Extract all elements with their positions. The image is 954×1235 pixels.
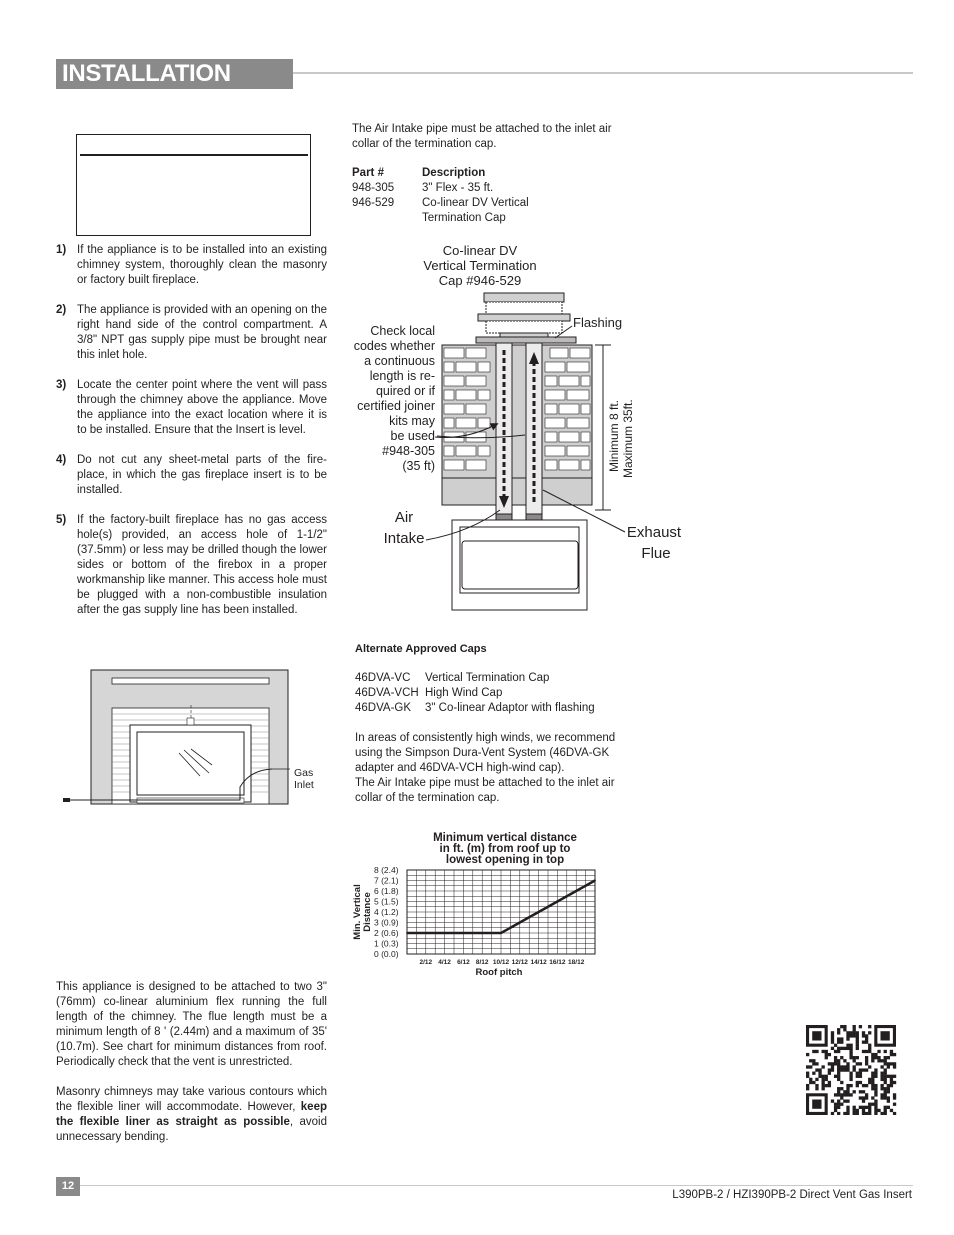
- cap-label-3: Cap #946-529: [438, 273, 522, 288]
- step-number: 3): [56, 379, 67, 391]
- x-tick-label: 14/12: [530, 959, 547, 966]
- cap-label-1: Co-linear DV: [442, 243, 518, 258]
- y-tick-label: 3 (0.9): [374, 917, 399, 928]
- parts-col-part: Part #: [352, 167, 384, 179]
- step-2: [56, 303, 327, 363]
- x-tick-label: 8/12: [475, 959, 489, 966]
- data-point: [500, 932, 502, 934]
- masonry-paragraph: [56, 1085, 327, 1145]
- cap-code: 46DVA-VCH: [355, 687, 419, 699]
- step-number: 2): [56, 304, 67, 316]
- step-text: If the factory-built fireplace has no gas access hole(s) provided, an access hole of 1-1/2" (37.5mm) or less may be drilled though the lower sides or bottom of the firebox in a proper workmanship like manner. This access hole must be plugged with a non-combustible insulation after the gas supply line has been installed.: [77, 514, 327, 616]
- cap-code: 46DVA-GK: [355, 702, 412, 714]
- check-codes-line: kits may: [389, 414, 435, 428]
- vent-diagram: [340, 240, 700, 620]
- data-point: [557, 901, 559, 903]
- air-intake-note: The Air Intake pipe must be attached to the inlet air collar of the termination cap.: [352, 123, 612, 150]
- y-tick-label: 2 (0.6): [374, 928, 399, 938]
- check-codes-line: quired or if: [375, 384, 435, 398]
- cap-description: Vertical Termination Cap: [425, 672, 550, 684]
- step-4: [56, 453, 327, 498]
- min-vertical-distance-chart: [345, 860, 610, 980]
- step-number: 5): [56, 514, 67, 526]
- cap-label-2: Vertical Termination: [423, 258, 537, 273]
- y-tick-label: 7 (2.1): [374, 875, 399, 886]
- parts-table: [352, 166, 547, 226]
- cap-description: 3" Co-linear Adaptor with flashing: [425, 702, 595, 714]
- maximum-label: Maximum 35ft.: [621, 399, 635, 478]
- x-tick-label: 10/12: [492, 959, 510, 966]
- data-point: [594, 880, 596, 882]
- part-description: Co-linear DV Vertical Termination Cap: [422, 197, 529, 224]
- part-number: 948-305: [352, 182, 395, 194]
- part-description: 3" Flex - 35 ft.: [422, 182, 494, 194]
- qr-code-icon[interactable]: [806, 1025, 902, 1115]
- chart-title-line: lowest opening in top: [445, 854, 565, 866]
- cap-description: High Wind Cap: [425, 687, 503, 699]
- check-codes-line: certified joiner: [357, 399, 435, 413]
- data-point: [481, 932, 483, 934]
- minimum-label: Minimum 8 ft.: [607, 399, 621, 472]
- exhaust-label-2: Flue: [641, 545, 671, 562]
- part-number: 946-529: [352, 197, 395, 209]
- chimney-icon: [442, 345, 592, 505]
- parts-header-row: [352, 166, 547, 181]
- data-point: [538, 911, 540, 913]
- exhaust-label-1: Exhaust: [626, 524, 682, 541]
- masonry-text-c: , avoid unnecessary bending.: [56, 1116, 327, 1143]
- step-text: Locate the center point where the vent will pass through the chimney above the appliance. Move the appliance into the exact location where it is to be installed. Ensure that the Insert is level.: [77, 379, 327, 436]
- x-tick-label: 4/12: [438, 959, 451, 966]
- flashing-label: Flashing: [573, 315, 623, 330]
- step-text: The appliance is provided with an opening on the right hand side of the control compartment. A 3/8" NPT gas supply pipe must be brought near this inlet hole.: [77, 304, 327, 361]
- y-axis-label: Min. Vertical: [352, 884, 363, 940]
- table-row: [352, 181, 547, 196]
- masonry-text-bold: keep the flexible liner as straight as possible: [56, 1101, 327, 1128]
- data-point: [425, 932, 427, 934]
- data-point: [463, 932, 465, 934]
- x-tick-label: 6/12: [457, 959, 470, 966]
- fireplace-insert-figure: [60, 665, 330, 810]
- warning-box: [76, 134, 311, 236]
- step-number: 1): [56, 244, 67, 256]
- flex-liner-paragraph: This appliance is designed to be attached to two 3" (76mm) co-linear aluminium flex running the full length of the chimney. The flue length must be a minimum length of 8 ' (2.44m) and a maximum of 35' (10.7m). See chart for minimum distances from roof. Periodically check that the vent is unrestricted.: [56, 981, 327, 1068]
- step-number: 4): [56, 454, 67, 466]
- table-row: [352, 196, 547, 226]
- x-axis-label: Roof pitch: [475, 967, 523, 978]
- footer-rule: [80, 1185, 913, 1186]
- check-codes-line: length is re-: [369, 369, 435, 383]
- termination-cap-icon: [478, 293, 570, 337]
- insert-icon: [452, 514, 587, 610]
- check-codes-line: Check local: [370, 324, 435, 338]
- gas-label-line-1: Gas: [294, 767, 314, 779]
- warning-box-rule: [80, 154, 308, 156]
- x-tick-label: 12/12: [511, 959, 528, 966]
- step-3: [56, 378, 327, 438]
- data-point: [406, 932, 408, 934]
- table-row: [355, 686, 595, 701]
- gas-label-line-2: Inlet: [294, 779, 314, 791]
- header-rule: [293, 72, 913, 74]
- y-tick-label: 4 (1.2): [374, 907, 399, 917]
- check-codes-line: codes whether: [353, 339, 435, 353]
- check-codes-line: a continuous: [364, 354, 435, 368]
- table-row: [355, 701, 595, 716]
- step-text: Do not cut any sheet-metal parts of the fire-place, in which the gas fireplace insert is to be installed.: [77, 454, 327, 496]
- masonry-text-a: Masonry chimneys may take various contours which the flexible liner will accommodate. However,: [56, 1086, 327, 1113]
- gas-inlet-label: [294, 767, 314, 791]
- check-codes-line: (35 ft): [402, 459, 435, 473]
- step-text: If the appliance is to be installed into an existing chimney system, thoroughly clean the masonry or factory built fireplace.: [77, 244, 327, 286]
- page-number: 12: [56, 1177, 80, 1196]
- step-1: [56, 243, 327, 288]
- parts-col-desc: Description: [422, 167, 486, 179]
- alternate-caps-table: [355, 671, 595, 716]
- x-tick-label: 18/12: [568, 959, 585, 966]
- air-intake-paragraph: The Air Intake pipe must be attached to the inlet air collar of the termination cap.: [355, 777, 615, 804]
- cap-code: 46DVA-VC: [355, 672, 411, 684]
- high-wind-paragraph: In areas of consistently high winds, we recommend using the Simpson Dura-Vent System (46DVA-GK adapter and 46DVA-VCH high-wind cap).: [355, 732, 616, 774]
- y-tick-label: 8 (2.4): [374, 865, 399, 875]
- x-tick-label: 2/12: [419, 959, 433, 966]
- page-title: INSTALLATION: [62, 60, 231, 87]
- y-tick-label: 0 (0.0): [374, 949, 399, 959]
- air-intake-label-1: Air: [394, 509, 414, 526]
- y-axis-label: Distance: [362, 892, 373, 932]
- chart-title-line: in ft. (m) from roof up to: [439, 843, 571, 855]
- alternate-caps-heading: Alternate Approved Caps: [355, 643, 487, 655]
- y-tick-label: 6 (1.8): [374, 886, 399, 896]
- document-title: L390PB-2 / HZI390PB-2 Direct Vent Gas Insert: [672, 1189, 912, 1201]
- y-tick-label: 5 (1.5): [374, 896, 399, 907]
- chart-title-line: Minimum vertical distance: [433, 832, 577, 844]
- table-row: [355, 671, 595, 686]
- data-point: [519, 922, 521, 924]
- data-point: [575, 890, 577, 892]
- step-5: [56, 513, 327, 618]
- check-codes-line: be used: [390, 429, 435, 443]
- check-codes-line: #948-305: [382, 444, 435, 458]
- data-point: [444, 932, 446, 934]
- air-intake-label-2: Intake: [383, 530, 425, 547]
- y-tick-label: 1 (0.3): [374, 938, 399, 949]
- x-tick-label: 16/12: [549, 959, 566, 966]
